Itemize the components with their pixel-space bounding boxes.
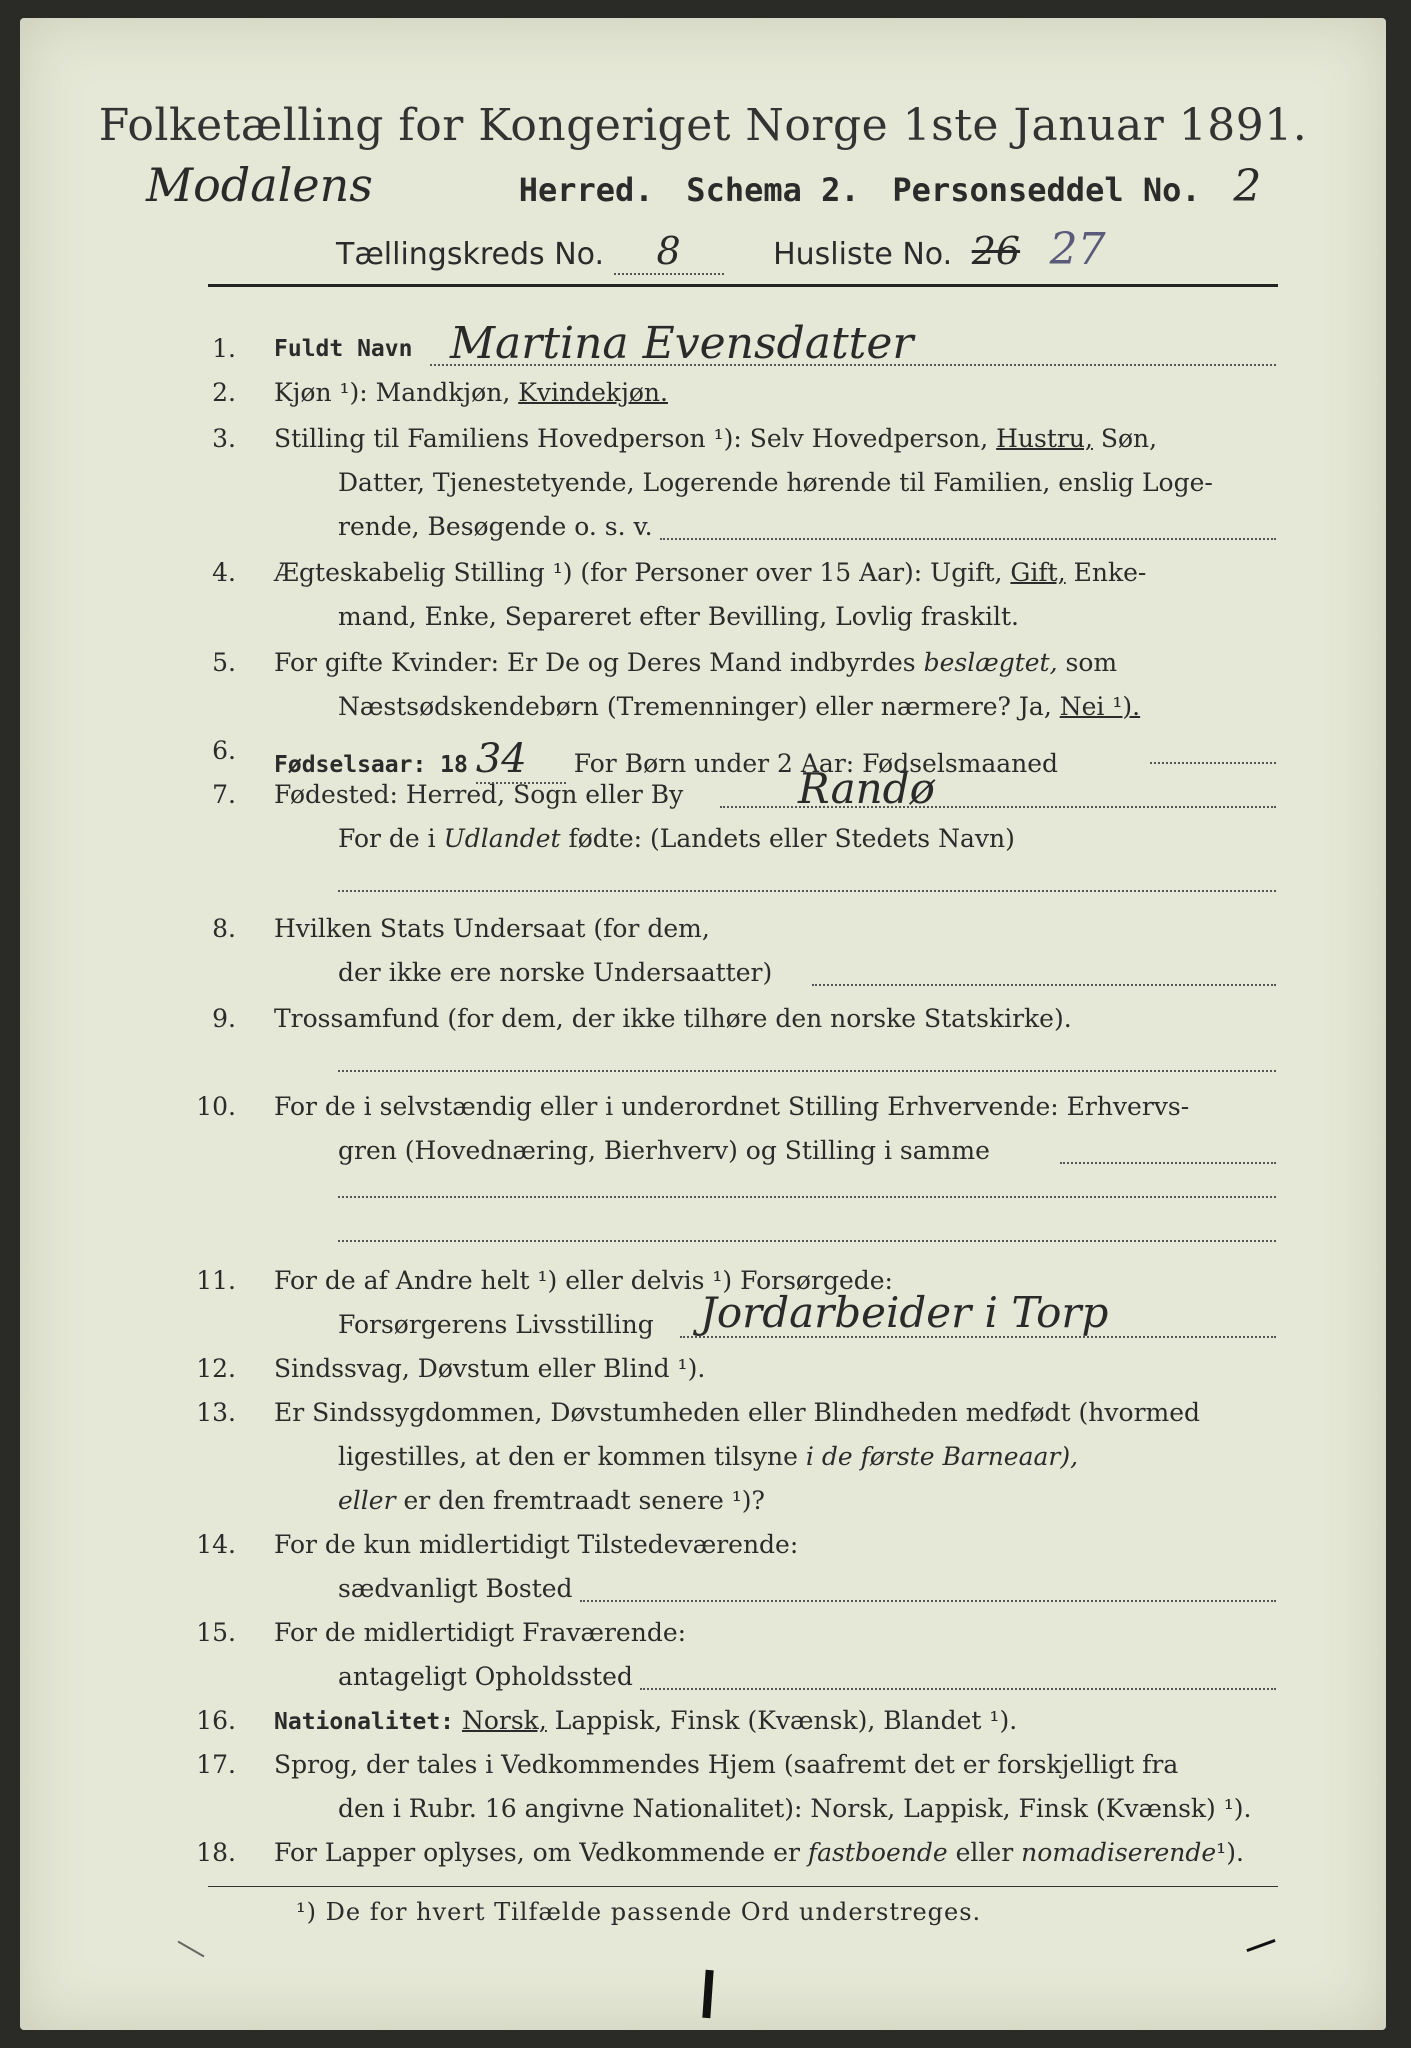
- dotted-line: [1150, 762, 1276, 764]
- item-label: For de kun midlertidigt Tilstedeværende:: [274, 1530, 799, 1559]
- husliste-label: Husliste No.: [773, 237, 953, 272]
- form-title: Folketælling for Kongeriget Norge 1ste Januar 1891.: [98, 100, 1308, 151]
- item-number: 5.: [212, 648, 236, 677]
- item-line2: den i Rubr. 16 angivne Nationalitet): Norsk, Lappisk, Finsk (Kvænsk) ¹).: [338, 1794, 1252, 1823]
- item-text: [274, 378, 668, 407]
- husliste-correction: 27: [1049, 224, 1106, 275]
- item-number: 8.: [212, 914, 236, 943]
- dotted-line: [1060, 1162, 1276, 1164]
- underlined-option: Kvindekjøn.: [518, 378, 668, 407]
- item-number: 14.: [196, 1530, 236, 1559]
- underlined-option: Nei ¹).: [1059, 692, 1141, 721]
- kreds-label: Tællingskreds No.: [336, 237, 604, 272]
- item-number: 10.: [196, 1092, 236, 1121]
- underlined-option: Hustru,: [996, 424, 1093, 453]
- dotted-line: [338, 1240, 1276, 1242]
- item-number: 6.: [212, 736, 236, 765]
- item-number: 17.: [196, 1750, 236, 1779]
- item-label: Sindssvag, Døvstum eller Blind ¹).: [274, 1354, 706, 1383]
- underlined-option: Norsk,: [461, 1706, 547, 1735]
- item-line2: Datter, Tjenestetyende, Logerende hørende til Familien, enslig Loge-: [338, 468, 1213, 497]
- item-text: [274, 424, 1157, 453]
- item-text: [274, 558, 1146, 587]
- item-label: Fødselsaar: 18: [274, 752, 468, 778]
- item-line2: sædvanligt Bosted: [338, 1574, 573, 1603]
- item-number: 1.: [212, 334, 236, 363]
- scan-mark: [1246, 1939, 1275, 1952]
- item-line2: Forsørgerens Livsstilling: [338, 1310, 654, 1339]
- italic-word: fastboende: [807, 1838, 948, 1867]
- item-label: Ægteskabelig Stilling ¹) (for Personer over 15 Aar): Ugift,: [274, 558, 1003, 587]
- item-label: Trossamfund (for dem, der ikke tilhøre den norske Statskirke).: [274, 1004, 1072, 1033]
- item-number: 4.: [212, 558, 236, 587]
- italic-word: Udlandet: [443, 824, 561, 853]
- schema-label: Schema 2.: [686, 171, 860, 209]
- item-label: For de af Andre helt ¹) eller delvis ¹) Forsørgede:: [274, 1266, 893, 1295]
- item-line2-rest: fødte: (Landets eller Stedets Navn): [568, 824, 1015, 853]
- item-line2-text: [338, 692, 1140, 721]
- item-rest: Lappisk, Finsk (Kvænsk), Blandet ¹).: [554, 1706, 1018, 1735]
- item-label: Hvilken Stats Undersaat (for dem,: [274, 914, 710, 943]
- item-label: Er Sindssygdommen, Døvstumheden eller Blindheden medfødt (hvormed: [274, 1398, 1201, 1427]
- item-line2: mand, Enke, Separeret efter Bevilling, Lovlig fraskilt.: [338, 602, 1019, 631]
- item-label: For de i selvstændig eller i underordnet Stilling Erhvervende: Erhvervs-: [274, 1092, 1190, 1121]
- item-rest: Enke-: [1073, 558, 1147, 587]
- dotted-line: [338, 1196, 1276, 1198]
- underlined-option: Gift,: [1010, 558, 1066, 587]
- item-line2: Næstsødskendebørn (Tremenninger) eller nærmere? Ja,: [338, 692, 1052, 721]
- item-label: For de midlertidigt Fraværende:: [274, 1618, 687, 1647]
- item-number: 16.: [196, 1706, 236, 1735]
- dotted-line: [338, 1070, 1276, 1072]
- kreds-line: [336, 224, 1106, 275]
- personseddel-number: 2: [1233, 161, 1262, 212]
- item-label: Sprog, der tales i Vedkommendes Hjem (saafremt det er forskjelligt fra: [274, 1750, 1179, 1779]
- footer-rule: [208, 1886, 1278, 1887]
- item-number: 12.: [196, 1354, 236, 1383]
- birth-year-value: 34: [476, 736, 566, 784]
- item-line2: der ikke ere norske Undersaatter): [338, 958, 773, 987]
- item-number: 11.: [196, 1266, 236, 1295]
- item-label: Fødested: Herred, Sogn eller By: [274, 780, 684, 809]
- italic-word: nomadiserende: [1021, 1838, 1217, 1867]
- item-line2: For de i: [338, 824, 436, 853]
- item-label: Kjøn ¹): Mandkjøn,: [274, 378, 511, 407]
- item-text: [274, 736, 1058, 784]
- kreds-number: 8: [614, 229, 724, 275]
- item-line2-text: [338, 824, 1015, 853]
- item-label: For gifte Kvinder: Er De og Deres Mand indbyrdes: [274, 648, 916, 677]
- personseddel-label: Personseddel No.: [892, 171, 1201, 209]
- dotted-line: [580, 1600, 1276, 1602]
- item-text: [274, 1838, 1244, 1867]
- item-end: ¹).: [1216, 1838, 1244, 1867]
- item-line2: antageligt Opholdssted: [338, 1662, 633, 1691]
- birthplace-value: Randø: [798, 764, 935, 813]
- census-form: [20, 18, 1386, 2030]
- item-label: Nationalitet:: [274, 1709, 455, 1735]
- item-line2-text: [338, 1442, 1078, 1471]
- item-line3: rende, Besøgende o. s. v.: [338, 512, 653, 541]
- item-line2: ligestilles, at den er kommen tilsyne: [338, 1442, 798, 1471]
- italic-word: eller: [338, 1486, 396, 1515]
- italic-word: beslægtet,: [923, 648, 1058, 677]
- dotted-line: [812, 984, 1276, 986]
- herred-label: Herred.: [518, 171, 654, 209]
- item-line3-text: [338, 1486, 765, 1515]
- item-line2: gren (Hovednæring, Bierhverv) og Stilling i samme: [338, 1136, 990, 1165]
- item-line3: er den fremtraadt senere ¹)?: [403, 1486, 765, 1515]
- item-rest: For Børn under 2 Aar: Fødselsmaaned: [573, 749, 1059, 778]
- italic-phrase: i de første Barneaar),: [805, 1442, 1079, 1471]
- item-rest: Søn,: [1100, 424, 1158, 453]
- item-label: Stilling til Familiens Hovedperson ¹): Selv Hovedperson,: [274, 424, 989, 453]
- herred-handwritten: Modalens: [146, 158, 373, 212]
- header-rule: [208, 284, 1278, 287]
- scan-mark: [178, 1941, 205, 1958]
- item-rest: som: [1065, 648, 1118, 677]
- item-number: 13.: [196, 1398, 236, 1427]
- husliste-number: 26: [971, 229, 1021, 273]
- dotted-line: [338, 890, 1276, 892]
- dotted-line: [640, 1688, 1276, 1690]
- dotted-line: [680, 1336, 1276, 1338]
- scan-mark: [702, 1970, 713, 2018]
- dotted-line: [720, 806, 1276, 808]
- footnote: ¹) De for hvert Tilfælde passende Ord understreges.: [296, 1898, 982, 1926]
- dotted-line: [430, 364, 1276, 366]
- provider-occupation-value: Jordarbeider i Torp: [700, 1288, 1109, 1337]
- item-label: For Lapper oplyses, om Vedkommende er: [274, 1838, 800, 1867]
- item-number: 9.: [212, 1004, 236, 1033]
- item-number: 18.: [196, 1838, 236, 1867]
- item-rest: eller: [955, 1838, 1014, 1867]
- item-number: 15.: [196, 1618, 236, 1647]
- item-number: 7.: [212, 780, 236, 809]
- item-text: [274, 1706, 1017, 1735]
- item-number: 2.: [212, 378, 236, 407]
- dotted-line: [660, 538, 1276, 540]
- full-name-value: Martina Evensdatter: [450, 318, 914, 369]
- item-number: 3.: [212, 424, 236, 453]
- herred-line: [146, 158, 1261, 212]
- item-label: Fuldt Navn: [274, 336, 413, 362]
- item-text: [274, 648, 1117, 677]
